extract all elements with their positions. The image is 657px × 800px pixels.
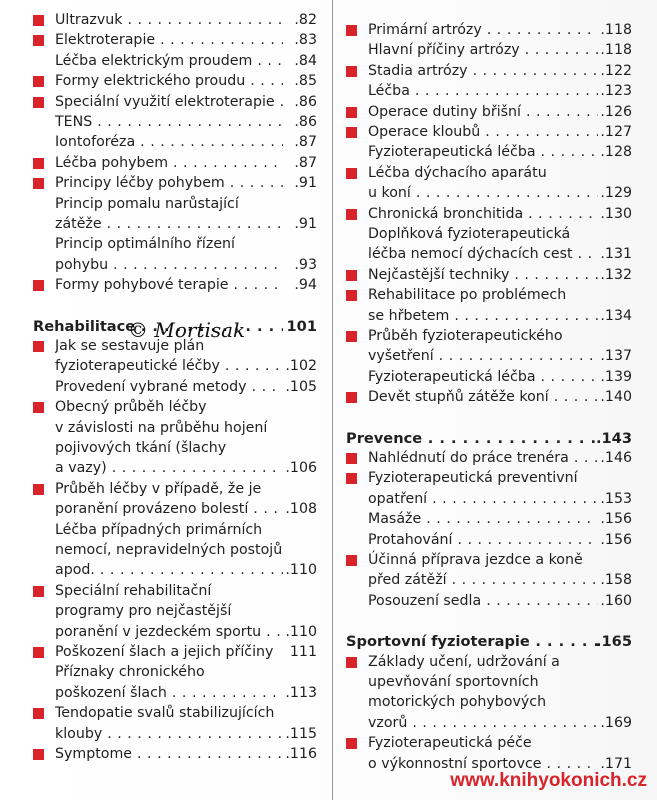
toc-entry-title: Poškození šlach a jejich příčiny: [55, 644, 274, 660]
toc-page-number: .123: [600, 83, 632, 100]
toc-entry-title: Princip pomalu narůstající: [55, 195, 239, 212]
toc-entry[interactable]: [33, 377, 317, 398]
toc-entry-title: klouby . . .: [55, 724, 283, 745]
toc-entry[interactable]: [33, 71, 317, 92]
toc-entry-title: Prevence . . .: [346, 428, 598, 449]
toc-page-number: .130: [600, 205, 632, 222]
toc-page-number: .115: [285, 725, 317, 742]
toc-page-number: .156: [600, 531, 632, 548]
toc-page-number: .131: [600, 246, 632, 263]
toc-entry-title: Devět stupňů zátěže koní . . .: [368, 387, 598, 408]
toc-page-number: .129: [600, 185, 632, 202]
toc-page-number: .156: [600, 511, 632, 528]
toc-entry-title: Posouzení sedla . . .: [368, 591, 598, 612]
toc-page-number: .143: [595, 429, 632, 447]
toc-entry-title: Masáže . . .: [368, 509, 598, 530]
toc-entry-title: Fyzioterapeutická péče: [368, 735, 532, 752]
toc-page-number: .105: [285, 378, 317, 395]
toc-page-number: .153: [600, 490, 632, 507]
toc-entry-title: opatření . . .: [368, 489, 598, 510]
red-square-bullet-icon: [346, 168, 357, 179]
toc-entry[interactable]: [346, 713, 632, 734]
toc-entry[interactable]: [346, 550, 632, 571]
toc-entry-title: Rehabilitace po problémech: [368, 287, 567, 304]
toc-page-number: .116: [285, 746, 317, 762]
toc-entry[interactable]: [346, 652, 632, 673]
toc-entry[interactable]: [346, 163, 632, 184]
toc-entry[interactable]: [346, 591, 632, 612]
red-square-bullet-icon: [33, 341, 44, 352]
toc-entry-title: Speciální využití elektroterapie . . .: [55, 92, 283, 113]
red-square-bullet-icon: [33, 280, 44, 291]
toc-page-number: .86: [294, 93, 317, 110]
toc-entry-title: před zátěží . . .: [368, 570, 598, 591]
toc-entry[interactable]: [346, 183, 632, 204]
toc-entry[interactable]: [33, 356, 317, 377]
toc-entry[interactable]: [346, 509, 632, 530]
toc-entry-title: Hlavní příčiny artrózy . . .: [368, 40, 598, 61]
toc-page-number: .158: [600, 572, 632, 589]
toc-entry[interactable]: [33, 520, 317, 541]
toc-entry-title: Formy elektrického proudu . . .: [55, 71, 283, 92]
toc-entry[interactable]: [346, 40, 632, 61]
toc-entry[interactable]: [346, 692, 632, 713]
toc-page-number: .87: [294, 134, 317, 151]
toc-entry[interactable]: [33, 275, 317, 296]
red-square-bullet-icon: [346, 290, 357, 301]
toc-entry-title: Léčba pohybem . . .: [55, 153, 283, 174]
toc-page-number: .91: [294, 216, 317, 232]
toc-entry-title: Nejčastější techniky . . .: [368, 265, 598, 286]
toc-entry[interactable]: [346, 306, 632, 327]
toc-entry-title: Elektroterapie . . .: [55, 30, 283, 51]
toc-entry[interactable]: [346, 20, 632, 41]
toc-entry-title: Fyzioterapeutická léčba . . .: [368, 367, 598, 388]
toc-entry[interactable]: [33, 173, 317, 194]
toc-entry-title: Léčba dýchacího aparátu: [368, 164, 547, 181]
toc-entry[interactable]: [33, 479, 317, 500]
toc-entry-title: pojivových tkání (šlachy: [55, 440, 227, 456]
toc-page-number: .110: [285, 562, 317, 579]
toc-entry-title: Průběh léčby v případě, že je: [55, 480, 262, 497]
toc-entry-title: Nahlédnutí do práce trenéra . . .: [368, 448, 598, 469]
red-square-bullet-icon: [33, 178, 44, 189]
toc-page-number: .122: [600, 62, 632, 79]
toc-entry[interactable]: [33, 458, 317, 479]
toc-entry-title: se hřbetem . . .: [368, 306, 598, 327]
toc-entry[interactable]: [33, 153, 317, 174]
toc-page-number: .91: [294, 175, 317, 192]
toc-entry-title: Účinná příprava jezdce a koně: [368, 552, 583, 568]
toc-entry-title: Speciální rehabilitační: [55, 582, 212, 599]
toc-page-number: .110: [285, 623, 317, 640]
red-square-bullet-icon: [33, 402, 44, 413]
toc-page-number: .113: [285, 684, 317, 701]
toc-entry-title: poranění v jezdeckém sportu . . .: [55, 622, 283, 643]
toc-entry-title: v závislosti na průběhu hojení: [55, 419, 268, 436]
red-square-bullet-icon: [346, 473, 357, 484]
toc-entry-title: Fyzioterapeutická preventivní: [368, 470, 578, 487]
toc-entry[interactable]: [33, 132, 317, 153]
toc-entry[interactable]: [33, 10, 317, 31]
toc-page-number: 101: [286, 317, 317, 335]
toc-entry[interactable]: [33, 234, 317, 255]
toc-entry-title: Průběh fyzioterapeutického: [368, 328, 563, 344]
toc-entry-title: vzorů . . .: [368, 713, 598, 734]
toc-entry-title: Základy učení, udržování a: [368, 653, 560, 670]
toc-page-number: .94: [294, 277, 317, 294]
red-square-bullet-icon: [346, 66, 357, 77]
toc-entry[interactable]: [346, 387, 632, 408]
toc-page-number: .139: [600, 368, 632, 385]
toc-entry-title: Fyzioterapeutická léčba . . .: [368, 142, 598, 163]
toc-entry-title: apod. . . .: [55, 560, 283, 581]
toc-entry-title: u koní . . .: [368, 183, 598, 204]
toc-page-number: .128: [600, 144, 632, 161]
toc-entry-title: Principy léčby pohybem . . .: [55, 173, 283, 194]
toc-page-number: .140: [600, 389, 632, 406]
toc-entry[interactable]: [346, 265, 632, 286]
red-square-bullet-icon: [346, 25, 357, 36]
toc-entry[interactable]: [33, 499, 317, 520]
toc-entry[interactable]: [346, 285, 632, 306]
red-square-bullet-icon: [33, 586, 44, 597]
toc-entry-title: o výkonnostní sportovce . . .: [368, 754, 598, 775]
toc-entry-title: Jak se sestavuje plán: [55, 338, 205, 354]
toc-entry[interactable]: [33, 581, 317, 602]
red-square-bullet-icon: [346, 270, 357, 281]
red-square-bullet-icon: [33, 484, 44, 495]
toc-entry[interactable]: [346, 530, 632, 551]
red-square-bullet-icon: [346, 657, 357, 668]
toc-entry[interactable]: [346, 61, 632, 82]
toc-entry-title: programy pro nejčastější: [55, 603, 232, 620]
toc-entry-title: a vazy) . . .: [55, 458, 283, 479]
toc-entry[interactable]: [346, 672, 632, 693]
toc-entry[interactable]: [33, 662, 317, 683]
toc-page-number: .171: [600, 755, 632, 772]
toc-entry[interactable]: [346, 733, 632, 754]
toc-entry-title: Ultrazvuk . . .: [55, 10, 283, 31]
toc-entry[interactable]: [346, 142, 632, 163]
red-square-bullet-icon: [33, 97, 44, 108]
toc-entry-title: Sportovní fyzioterapie . . .: [346, 631, 598, 652]
toc-page-number: .84: [294, 52, 317, 69]
toc-entry-title: Léčba . . .: [368, 81, 598, 102]
toc-entry[interactable]: [346, 81, 632, 102]
toc-entry-title: nemocí, nepravidelných postojů: [55, 542, 283, 558]
toc-page-number: .83: [294, 32, 317, 49]
toc-entry-title: poškození šlach . . .: [55, 683, 283, 704]
toc-entry[interactable]: [346, 204, 632, 225]
toc-page-number: .87: [294, 154, 317, 171]
toc-page-number: .134: [600, 307, 632, 324]
toc-entry[interactable]: [33, 397, 317, 418]
toc-page-number: .146: [600, 450, 632, 466]
toc-entry-title: Tendopatie svalů stabilizujících: [55, 705, 275, 722]
toc-page-number: .132: [600, 266, 632, 283]
toc-page-number: .85: [294, 73, 317, 90]
toc-entry-title: Iontoforéza . . .: [55, 132, 283, 153]
toc-entry[interactable]: [33, 112, 317, 133]
toc-entry-title: poranění provázeno bolestí . . .: [55, 499, 283, 520]
toc-entry-title: Doplňková fyzioterapeutická: [368, 226, 571, 242]
toc-entry-title: zátěže . . .: [55, 214, 283, 235]
toc-entry-title: upevňování sportovních: [368, 674, 539, 690]
toc-entry-title: Operace dutiny břišní . . .: [368, 102, 598, 123]
toc-entry[interactable]: [346, 122, 632, 143]
red-square-bullet-icon: [33, 647, 44, 658]
toc-section-heading[interactable]: [346, 428, 632, 449]
red-square-bullet-icon: [33, 708, 44, 719]
toc-page-number: .118: [600, 22, 632, 38]
toc-entry[interactable]: [33, 30, 317, 51]
toc-entry-title: Léčba případných primárních: [55, 521, 263, 538]
toc-page-number: .108: [285, 501, 317, 518]
toc-entry-title: TENS . . .: [55, 112, 283, 133]
toc-entry-title: Obecný průběh léčby: [55, 399, 207, 416]
toc-entry[interactable]: [33, 418, 317, 439]
toc-page-number: .82: [294, 12, 317, 28]
toc-section-heading[interactable]: [346, 631, 632, 652]
red-square-bullet-icon: [346, 209, 357, 220]
toc-entry-title: vyšetření . . .: [368, 346, 598, 367]
toc-page-number: .93: [294, 256, 317, 273]
toc-entry-title: Princip optimálního řízení: [55, 236, 235, 253]
red-square-bullet-icon: [346, 555, 357, 566]
toc-page-number: .160: [600, 592, 632, 609]
toc-entry-title: Provedení vybrané metody . . .: [55, 377, 283, 398]
toc-page-number: .86: [294, 114, 317, 130]
toc-entry[interactable]: [33, 744, 317, 765]
toc-entry[interactable]: [33, 560, 317, 581]
toc-page-number: .106: [285, 460, 317, 477]
toc-entry[interactable]: [33, 601, 317, 622]
toc-entry[interactable]: [33, 642, 317, 663]
toc-entry-title: Příznaky chronického: [55, 664, 205, 681]
red-square-bullet-icon: [33, 749, 44, 760]
toc-page-number: .118: [600, 42, 632, 59]
toc-entry[interactable]: [346, 326, 632, 347]
toc-entry[interactable]: [346, 244, 632, 265]
toc-entry[interactable]: [346, 468, 632, 489]
toc-page-number: .137: [600, 348, 632, 365]
toc-entry[interactable]: [346, 489, 632, 510]
toc-entry-title: fyzioterapeutické léčby . . .: [55, 356, 283, 377]
toc-entry-title: Chronická bronchitida . . .: [368, 204, 598, 225]
toc-entry[interactable]: [346, 448, 632, 469]
toc-entry[interactable]: [33, 214, 317, 235]
toc-entry-title: Rehabilitace . . .: [33, 316, 283, 337]
toc-entry[interactable]: [346, 102, 632, 123]
toc-entry[interactable]: [346, 224, 632, 245]
toc-entry[interactable]: [33, 438, 317, 459]
toc-entry[interactable]: [33, 622, 317, 643]
toc-entry-title: Primární artrózy . . .: [368, 20, 598, 41]
toc-entry[interactable]: [346, 346, 632, 367]
toc-entry[interactable]: [33, 683, 317, 704]
red-square-bullet-icon: [346, 107, 357, 118]
red-square-bullet-icon: [33, 35, 44, 46]
red-square-bullet-icon: [346, 392, 357, 403]
column-divider: [332, 0, 333, 800]
website-link[interactable]: www.knihyokonich.cz: [450, 770, 647, 791]
toc-entry-title: léčba nemocí dýchacích cest . . .: [368, 244, 598, 265]
toc-entry[interactable]: [33, 540, 317, 561]
toc-entry[interactable]: [346, 367, 632, 388]
toc-entry[interactable]: [346, 570, 632, 591]
red-square-bullet-icon: [346, 127, 357, 138]
toc-entry[interactable]: [33, 92, 317, 113]
toc-page-number: .126: [600, 103, 632, 120]
toc-page-number: 111: [289, 644, 317, 660]
toc-page-number: .102: [285, 358, 317, 375]
toc-entry-title: pohybu . . .: [55, 255, 283, 276]
toc-entry-title: Formy pohybové terapie . . .: [55, 275, 283, 296]
toc-entry[interactable]: [33, 194, 317, 215]
toc-entry-title: Stadia artrózy . . .: [368, 61, 598, 82]
toc-page-number: .165: [595, 633, 632, 651]
toc-entry-title: Léčba elektrickým proudem . . .: [55, 51, 283, 72]
red-square-bullet-icon: [346, 453, 357, 464]
toc-entry-title: motorických pohybových: [368, 694, 547, 711]
toc-entry[interactable]: [33, 703, 317, 724]
red-square-bullet-icon: [346, 331, 357, 342]
red-square-bullet-icon: [346, 738, 357, 749]
red-square-bullet-icon: [33, 158, 44, 169]
toc-entry[interactable]: [33, 51, 317, 72]
toc-entry[interactable]: [33, 724, 317, 745]
toc-entry-title: Protahování . . .: [368, 530, 598, 551]
toc-page-number: .169: [600, 714, 632, 731]
toc-entry-title: Operace kloubů . . .: [368, 122, 598, 143]
red-square-bullet-icon: [33, 76, 44, 87]
toc-entry-title: Symptome . . .: [55, 744, 283, 765]
watermark-text: © Mortisak: [128, 318, 246, 342]
toc-page-number: .127: [600, 124, 632, 140]
red-square-bullet-icon: [33, 15, 44, 26]
toc-entry[interactable]: [33, 255, 317, 276]
